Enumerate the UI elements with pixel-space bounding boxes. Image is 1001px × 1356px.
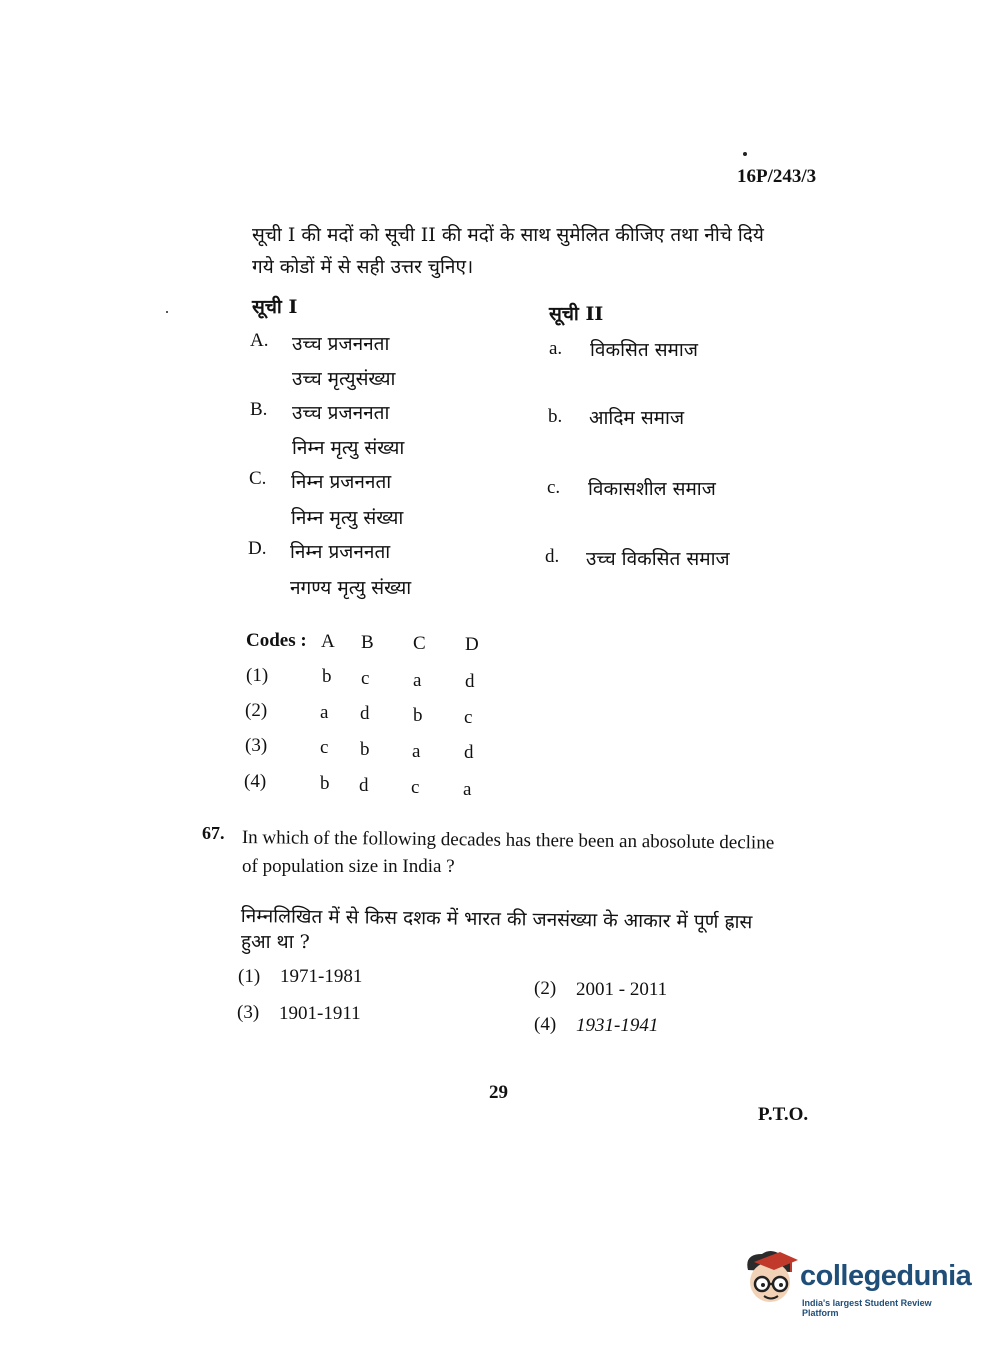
list1-item-line1: उच्च प्रजननता [292, 333, 390, 355]
brand-tagline: India's largest Student Review Platform [802, 1298, 932, 1318]
codes-header: C [413, 633, 426, 654]
list1-item-line2: निम्न मृत्यु संख्या [292, 437, 405, 459]
list1-item-line1: उच्च प्रजननता [292, 402, 390, 424]
scan-dot [743, 152, 747, 156]
list1-item-letter: A. [250, 330, 269, 351]
codes-cell: b [322, 666, 332, 687]
codes-cell: b [320, 773, 330, 794]
list2-item-letter: c. [547, 477, 561, 498]
option-num: (1) [238, 966, 261, 987]
codes-header: B [361, 632, 374, 653]
q67-number: 67. [202, 823, 225, 843]
list2-item-text: विकासशील समाज [588, 478, 716, 500]
codes-cell: d [464, 742, 474, 763]
q67-english-line2: of population size in India ? [242, 856, 455, 877]
list1-item-letter: C. [249, 468, 267, 489]
codes-cell: a [320, 702, 329, 723]
codes-header: A [321, 631, 335, 652]
list1-item-line2: निम्न मृत्यु संख्या [291, 507, 404, 529]
option-text: 1901-1911 [279, 1003, 361, 1024]
codes-row-num: (4) [244, 771, 267, 792]
q66-instruction-line1: सूची I की मदों को सूची II की मदों के साथ सुमेलित कीजिए तथा नीचे दिये [252, 224, 764, 246]
list1-item-line1: निम्न प्रजननता [291, 471, 392, 493]
codes-header: D [465, 634, 479, 655]
list1-item-line1: निम्न प्रजननता [290, 541, 391, 563]
list2-item-letter: a. [549, 338, 563, 359]
list2-item-text: आदिम समाज [589, 407, 685, 429]
paper-code: 16P/243/3 [737, 166, 817, 187]
codes-row-num: (2) [245, 700, 268, 721]
option-text: 2001 - 2011 [576, 979, 668, 1000]
option-num: (2) [534, 978, 557, 999]
list2-item-text: विकसित समाज [590, 339, 698, 361]
brand-name: collegedunia [800, 1260, 972, 1292]
list1-heading: सूची I [252, 296, 298, 318]
scan-dot [166, 311, 168, 313]
codes-cell: d [359, 775, 369, 796]
list2-item-letter: b. [548, 406, 563, 427]
codes-cell: c [464, 707, 473, 728]
codes-cell: a [463, 779, 472, 800]
option-text: 1931-1941 [576, 1015, 659, 1036]
codes-cell: d [465, 671, 475, 692]
pto-label: P.T.O. [758, 1104, 809, 1125]
codes-cell: c [320, 737, 329, 758]
list2-item-text: उच्च विकसित समाज [586, 548, 730, 570]
codes-row-num: (1) [246, 665, 269, 686]
option-num: (4) [534, 1014, 557, 1035]
list1-item-letter: B. [250, 399, 268, 420]
option-num: (3) [237, 1002, 260, 1023]
list2-heading: सूची II [549, 303, 604, 325]
codes-label: Codes : [246, 630, 307, 651]
list1-item-letter: D. [248, 538, 267, 559]
codes-cell: c [411, 777, 420, 798]
q67-english-line1: In which of the following decades has there been an abosolute decline [241, 827, 775, 854]
codes-row-num: (3) [245, 735, 268, 756]
codes-cell: b [413, 705, 423, 726]
q66-instruction-line2: गये कोडों में से सही उत्तर चुनिए। [252, 256, 474, 278]
page-number: 29 [489, 1082, 508, 1103]
codes-cell: a [413, 670, 422, 691]
codes-cell: c [361, 668, 370, 689]
codes-cell: b [360, 739, 370, 760]
collegedunia-logo [740, 1248, 970, 1318]
option-text: 1971-1981 [280, 966, 363, 987]
codes-cell: a [412, 741, 421, 762]
q67-hindi-line1: निम्नलिखित में से किस दशक में भारत की जनसंख्या के आकार में पूर्ण ह्रास [240, 904, 753, 934]
codes-cell: d [360, 703, 370, 724]
list1-item-line2: उच्च मृत्युसंख्या [292, 368, 396, 390]
mascot-icon [740, 1248, 800, 1314]
list2-item-letter: d. [545, 546, 560, 567]
list1-item-line2: नगण्य मृत्यु संख्या [290, 577, 412, 599]
q67-hindi-line2: हुआ था ? [241, 931, 310, 953]
